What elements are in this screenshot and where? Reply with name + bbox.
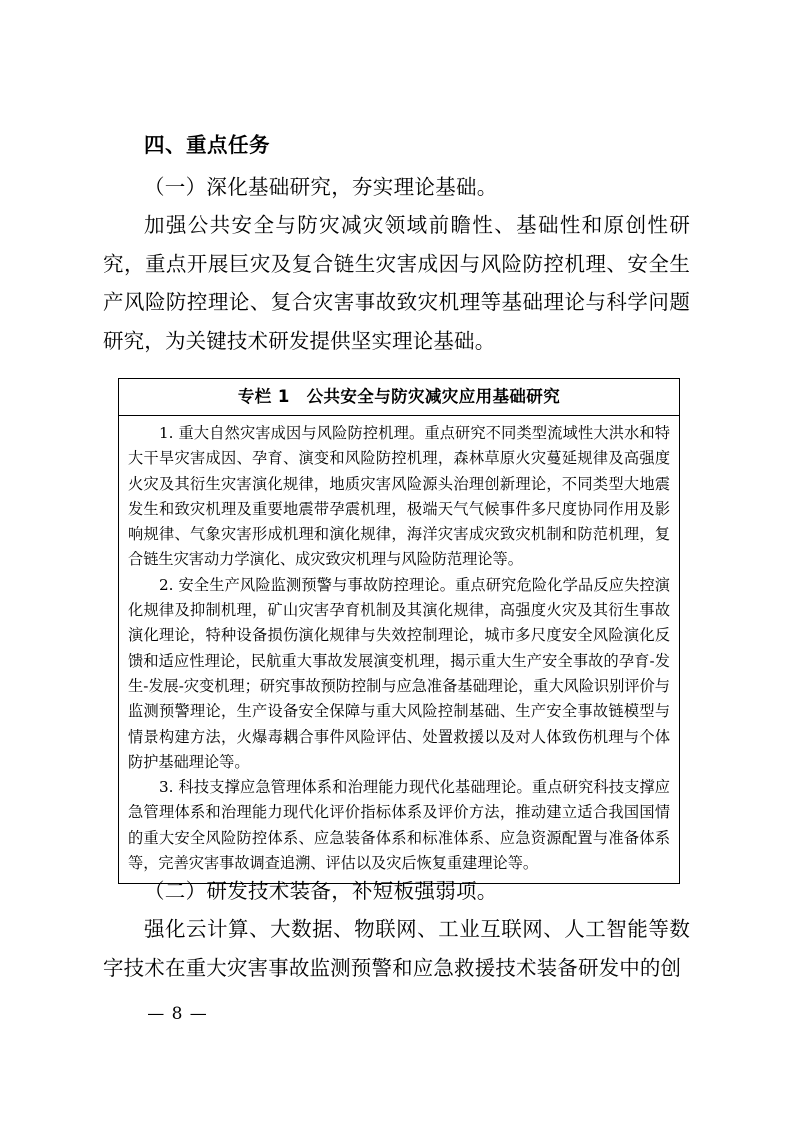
page-content-bottom bbox=[103, 872, 690, 987]
subsection-title-2: （二）研发技术装备，补短板强弱项。 bbox=[144, 879, 498, 903]
subsection-title-1: （一）深化基础研究，夯实理论基础。 bbox=[144, 175, 498, 199]
page-content-top bbox=[103, 128, 690, 360]
callout-box-column-1 bbox=[118, 378, 680, 884]
callout-item-2: 2. 安全生产风险监测预警与事故防控理论。重点研究危险化学品反应失控演化规律及抑制机理，矿山灾害孕育机制及其演化规律，高强度火灾及其衍生事故演化理论，特种设备损伤演化规律与失效控制理论，城市多尺度安全风险演化反馈和适应性理论，民航重大事故发展演变机理，揭示重大生产安全事故的孕育-发生-发展-灾变机理；研究事故预防控制与应急准备基础理论，重大风险识别评价与监测预警理论，生产设备安全保障与重大风险控制基础、生产安全事故链模型与情景构建方法，火爆毒耦合事件风险评估、处置救援以及对人体致伤机理与个体防护基础理论等。 bbox=[128, 575, 670, 771]
callout-header: 专栏 1 公共安全与防灾减灾应用基础研究 bbox=[119, 379, 679, 416]
subsection-paragraph-1: 加强公共安全与防灾减灾领域前瞻性、基础性和原创性研究，重点开展巨灾及复合链生灾害成因与风险防控机理、安全生产风险防控理论、复合灾害事故致灾机理等基础理论与科学问题研究，为关键技术研发提供坚实理论基础。 bbox=[103, 213, 690, 353]
page-number-footer: — 8 — bbox=[147, 1004, 208, 1024]
callout-item-3: 3. 科技支撑应急管理体系和治理能力现代化基础理论。重点研究科技支撑应急管理体系和治理能力现代化评价指标体系及评价方法，推动建立适合我国国情的重大安全风险防控体系、应急装备体系和标准体系、应急资源配置与准备体系等，完善灾害事故调查追溯、评估以及灾后恢复重建理论等。 bbox=[128, 778, 670, 873]
callout-item-1: 1. 重大自然灾害成因与风险防控机理。重点研究不同类型流域性大洪水和特大干旱灾害成因、孕育、演变和风险防控机理，森林草原火灾蔓延规律及高强度火灾及其衍生灾害演化规律，地质灾害风险源头治理创新理论，不同类型大地震发生和致灾机理及重要地震带孕震机理，极端天气气候事件多尺度协同作用及影响规律、气象灾害形成机理和演化规律，海洋灾害成灾致灾机制和防范机理，复合链生灾害动力学演化、成灾致灾机理与风险防范理论等。 bbox=[128, 424, 670, 569]
callout-body bbox=[119, 416, 679, 883]
subsection-paragraph-2: 强化云计算、大数据、物联网、工业互联网、人工智能等数字技术在重大灾害事故监测预警和应急救援技术装备研发中的创 bbox=[103, 917, 690, 980]
section-heading: 四、重点任务 bbox=[144, 133, 270, 157]
